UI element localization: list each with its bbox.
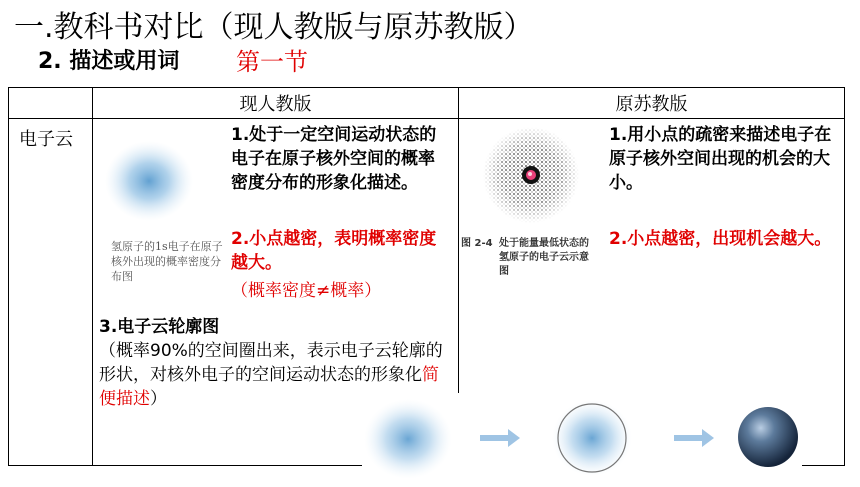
renjiao-point-3-title: 3.电子云轮廓图 — [99, 317, 220, 337]
sujiao-point-1: 1.用小点的疏密来描述电子在原子核外空间出现的机会的大小。 — [609, 125, 832, 193]
renjiao-point-3-end: ） — [150, 389, 167, 409]
renjiao-point-3-highlight: 简便描述 — [99, 365, 439, 409]
renjiao-point-3-text: （概率90%的空间圈出来，表示电子云轮廓的形状，对核外电子的空间运动状态的形象化 — [99, 341, 443, 385]
header-cell-empty — [9, 88, 93, 119]
arrow-icon — [674, 429, 714, 447]
header-sujiao: 原苏教版 — [459, 88, 845, 119]
contour-image-strip — [362, 393, 802, 483]
renjiao-image-caption: 氢原子的1s电子在原子核外出现的概率密度分布图 — [111, 240, 223, 283]
cloud-image — [364, 399, 452, 479]
sujiao-figure-label: 图 2-4 — [461, 238, 493, 249]
header-renjiao: 现人教版 — [93, 88, 459, 119]
renjiao-point-2: 2.小点越密，表明概率密度越大。 — [231, 229, 437, 273]
contour-strip-graphic — [362, 393, 802, 483]
row-label-cell — [9, 119, 93, 466]
sphere-image — [738, 407, 798, 467]
row-label: 电子云 — [19, 129, 73, 150]
renjiao-point-2-note: （概率密度≠概率） — [231, 281, 382, 301]
sujiao-point-2: 2.小点越密，出现机会越大。 — [609, 229, 832, 249]
dense-electron-cloud-image — [481, 125, 581, 225]
page-subtitle: 2. 描述或用词 — [38, 49, 180, 74]
contour-cloud-image — [552, 400, 632, 476]
page-title: 一.教科书对比（现人教版与原苏教版） — [14, 10, 534, 45]
electron-cloud-image — [103, 137, 195, 225]
renjiao-point-1: 1.处于一定空间运动状态的电子在原子核外空间的概率密度分布的形象化描述。 — [231, 125, 437, 193]
arrow-icon — [480, 429, 520, 447]
sujiao-image-caption: 处于能量最低状态的氢原子的电子云示意图 — [499, 238, 589, 277]
section-tag: 第一节 — [236, 48, 308, 76]
